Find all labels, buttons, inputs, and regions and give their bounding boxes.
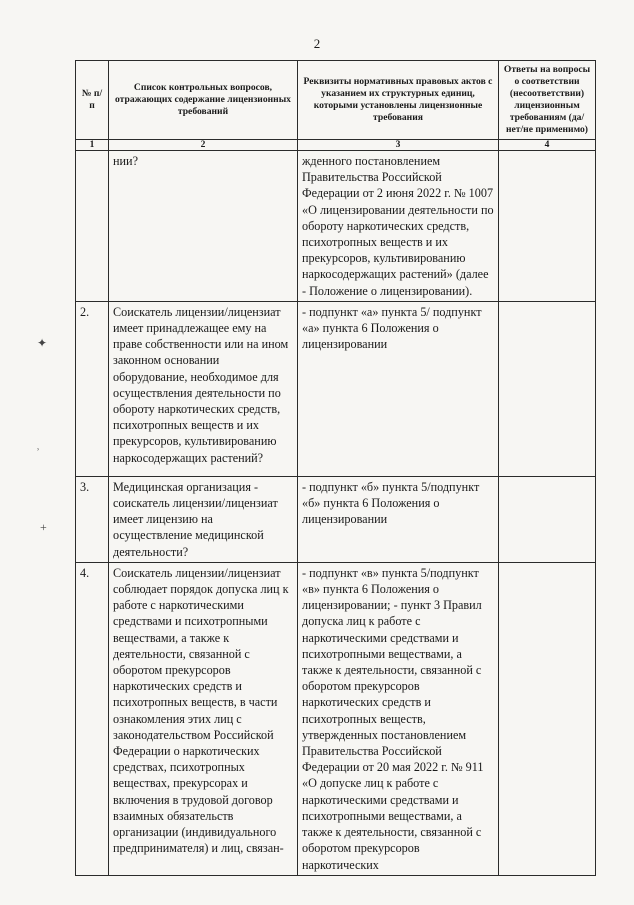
answer-cell[interactable]: [499, 562, 596, 875]
column-number: 1: [76, 140, 109, 151]
table-row: [76, 151, 596, 302]
row-number: 3.: [76, 476, 109, 562]
column-number: 4: [499, 140, 596, 151]
answer-cell[interactable]: [499, 476, 596, 562]
page-number: 2: [313, 36, 321, 51]
header-acts: Реквизиты нормативных правовых актов с указанием их структурных единиц, которыми установлены лицензионные требования: [298, 61, 499, 140]
table-header-row: [76, 61, 596, 140]
control-question: нии?: [109, 151, 298, 302]
column-number-row: [76, 140, 596, 151]
row-number: 2.: [76, 301, 109, 476]
legal-reference: - подпункт «а» пункта 5/ подпункт «а» пункта 6 Положения о лицензировании: [298, 301, 499, 476]
row-number: 4.: [76, 562, 109, 875]
legal-reference: - подпункт «в» пункта 5/подпункт «в» пункта 6 Положения о лицензировании; - пункт 3 Правил допуска лиц к работе с наркотическими средствами и психотропными веществами, а также к деятельности, связанной с оборотом прекурсоров наркотических средств и психотропных веществ, утвержденных постановлением Правительства Российской Федерации от 20 мая 2022 г. № 911 «О допуске лиц к работе с наркотическими средствами и психотропными веществами, а также к деятельности, связанной с оборотом прекурсоров наркотических: [298, 562, 499, 875]
table-row: [76, 476, 596, 562]
control-question: Медицинская организация - соискатель лицензии/лицензиат имеет лицензию на осуществление медицинской деятельности?: [109, 476, 298, 562]
license-requirements-table: [75, 60, 596, 876]
header-answers: Ответы на вопросы о соответствии (несоответствии) лицензионным требованиям (да/нет/не применимо): [499, 61, 596, 140]
row-number: [76, 151, 109, 302]
answer-cell[interactable]: [499, 301, 596, 476]
table-row: [76, 562, 596, 875]
column-number: 2: [109, 140, 298, 151]
control-question: Соискатель лицензии/лицензиат соблюдает порядок допуска лиц к работе с наркотическими средствами и психотропными веществами, а также к деятельности, связанной с оборотом прекурсоров наркотических средств и психотропных веществ, в части ознакомления этих лиц с законодательством Российской Федерации о наркотических средствах, психотропных веществах, прекурсорах и включения в трудовой договор взаимных обязательств организации (индивидуального предпринимателя) и лиц, связан-: [109, 562, 298, 875]
answer-cell[interactable]: [499, 151, 596, 302]
table-row: [76, 301, 596, 476]
header-questions: Список контрольных вопросов, отражающих содержание лицензионных требований: [109, 61, 298, 140]
scan-speck: +: [40, 520, 47, 534]
scan-speck: ˒: [36, 440, 40, 454]
legal-reference: - подпункт «б» пункта 5/подпункт «б» пункта 6 Положения о лицензировании: [298, 476, 499, 562]
control-question: Соискатель лицензии/лицензиат имеет принадлежащее ему на праве собственности или на ином законном основании оборудование, необходимое для осуществления деятельности по обороту наркотических средств, психотропных веществ и их прекурсоров, культивированию наркосодержащих растений?: [109, 301, 298, 476]
legal-reference: жденного постановлением Правительства Российской Федерации от 2 июня 2022 г. № 1007 «О лицензировании деятельности по обороту наркотических средств, психотропных веществ и их прекурсоров, культивированию наркосодержащих растений» (далее - Положение о лицензировании).: [298, 151, 499, 302]
header-number: № п/п: [76, 61, 109, 140]
scan-speck: ✦: [37, 336, 48, 350]
column-number: 3: [298, 140, 499, 151]
